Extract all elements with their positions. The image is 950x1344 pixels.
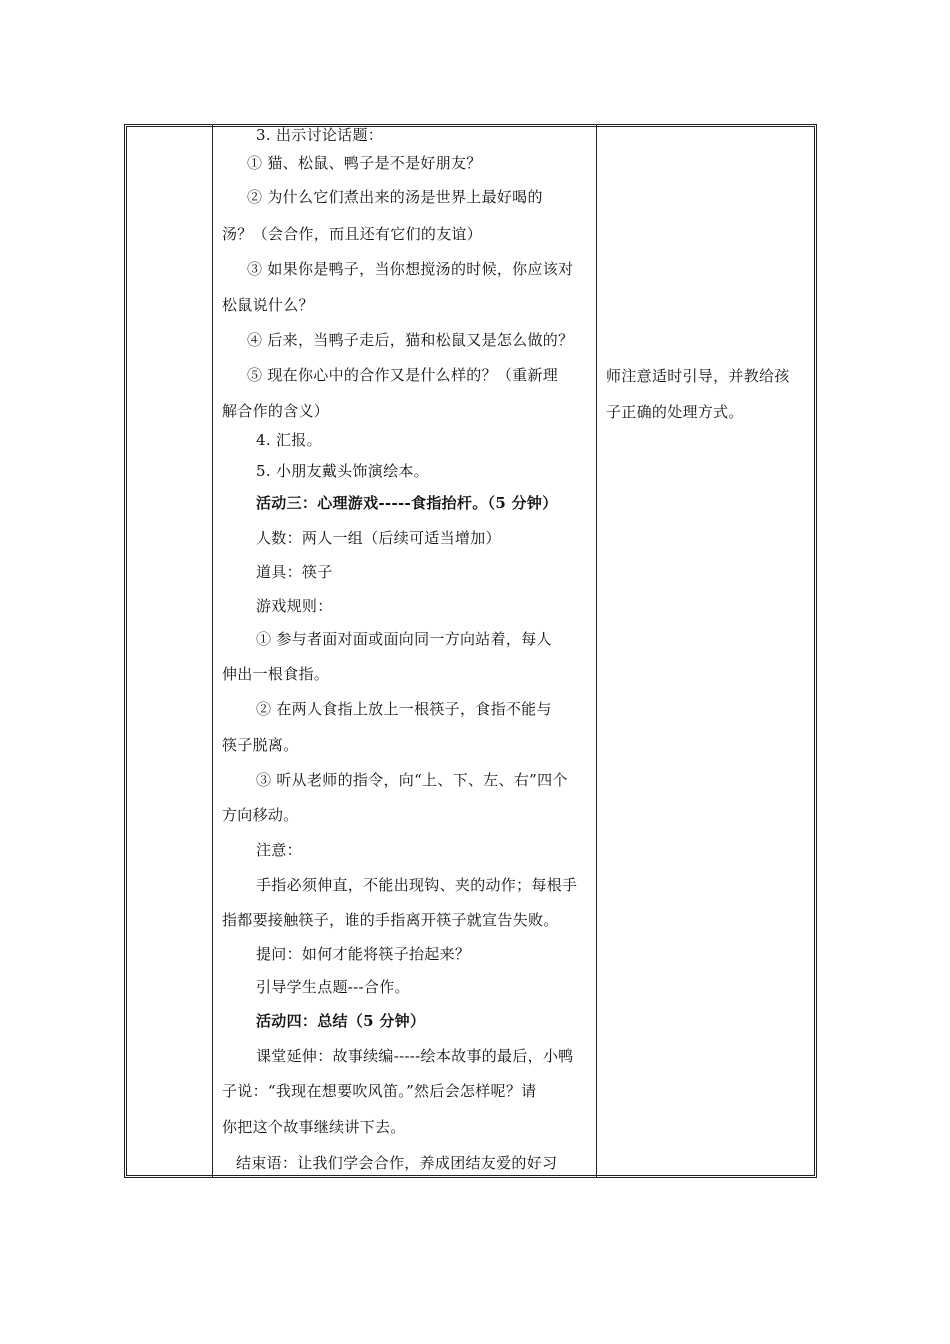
players-count: 人数：两人一组（后续可适当增加）	[256, 529, 501, 547]
question-3-line-1: ③ 如果你是鸭子，当你想搅汤的时候，你应该对	[247, 260, 574, 278]
rule-1-line-1: ① 参与者面对面或面向同一方向站着，每人	[256, 630, 552, 648]
rule-1-line-2: 伸出一根食指。	[222, 665, 330, 683]
question-4: ④ 后来，当鸭子走后，猫和松鼠又是怎么做的？	[247, 331, 574, 349]
lesson-table	[124, 124, 817, 1178]
question-3-line-2: 松鼠说什么？	[222, 296, 314, 314]
notice-line-1: 手指必须伸直，不能出现钩、夹的动作；每根手	[256, 876, 578, 894]
question-2-line-1: ② 为什么它们煮出来的汤是世界上最好喝的	[247, 188, 543, 206]
notice-line-2: 指都要接触筷子，谁的手指离开筷子就宣告失败。	[222, 911, 559, 929]
props: 道具：筷子	[256, 563, 333, 581]
activity-3-heading: 活动三：心理游戏-----食指抬杆。（5 分钟）	[256, 494, 558, 512]
guide-theme: 引导学生点题---合作。	[256, 978, 410, 996]
extension-line-2: 子说：“我现在想要吹风笛。”然后会怎样呢？请	[222, 1082, 537, 1100]
column-divider-left	[212, 124, 213, 1178]
notice-heading: 注意：	[256, 841, 302, 859]
rule-3-line-1: ③ 听从老师的指令，向“上、下、左、右”四个	[256, 771, 568, 789]
step-report: 4. 汇报。	[256, 431, 322, 449]
question-5-line-1: ⑤ 现在你心中的合作又是什么样的？（重新理	[247, 366, 559, 384]
prompt-question: 提问：如何才能将筷子抬起来？	[256, 945, 471, 963]
teacher-note-line-1: 师注意适时引导，并教给孩	[606, 367, 790, 385]
question-5-line-2: 解合作的含义）	[222, 402, 330, 420]
step-perform: 5. 小朋友戴头饰演绘本。	[256, 462, 429, 480]
question-1: ① 猫、松鼠、鸭子是不是好朋友？	[247, 154, 482, 172]
extension-line-1: 课堂延伸：故事续编-----绘本故事的最后，小鸭	[256, 1047, 574, 1065]
rule-3-line-2: 方向移动。	[222, 806, 299, 824]
teacher-note-line-2: 子正确的处理方式。	[606, 403, 744, 421]
question-2-line-2: 汤？（会合作，而且还有它们的友谊）	[222, 225, 483, 243]
rules-heading: 游戏规则：	[256, 597, 333, 615]
discussion-heading: 3. 出示讨论话题：	[256, 126, 384, 144]
extension-line-3: 你把这个故事继续讲下去。	[222, 1118, 406, 1136]
closing-remark: 结束语：让我们学会合作，养成团结友爱的好习	[236, 1154, 558, 1172]
rule-2-line-2: 筷子脱离。	[222, 736, 299, 754]
column-divider-right	[596, 124, 597, 1178]
rule-2-line-1: ② 在两人食指上放上一根筷子，食指不能与	[256, 700, 552, 718]
activity-4-heading: 活动四：总结（5 分钟）	[256, 1012, 426, 1030]
